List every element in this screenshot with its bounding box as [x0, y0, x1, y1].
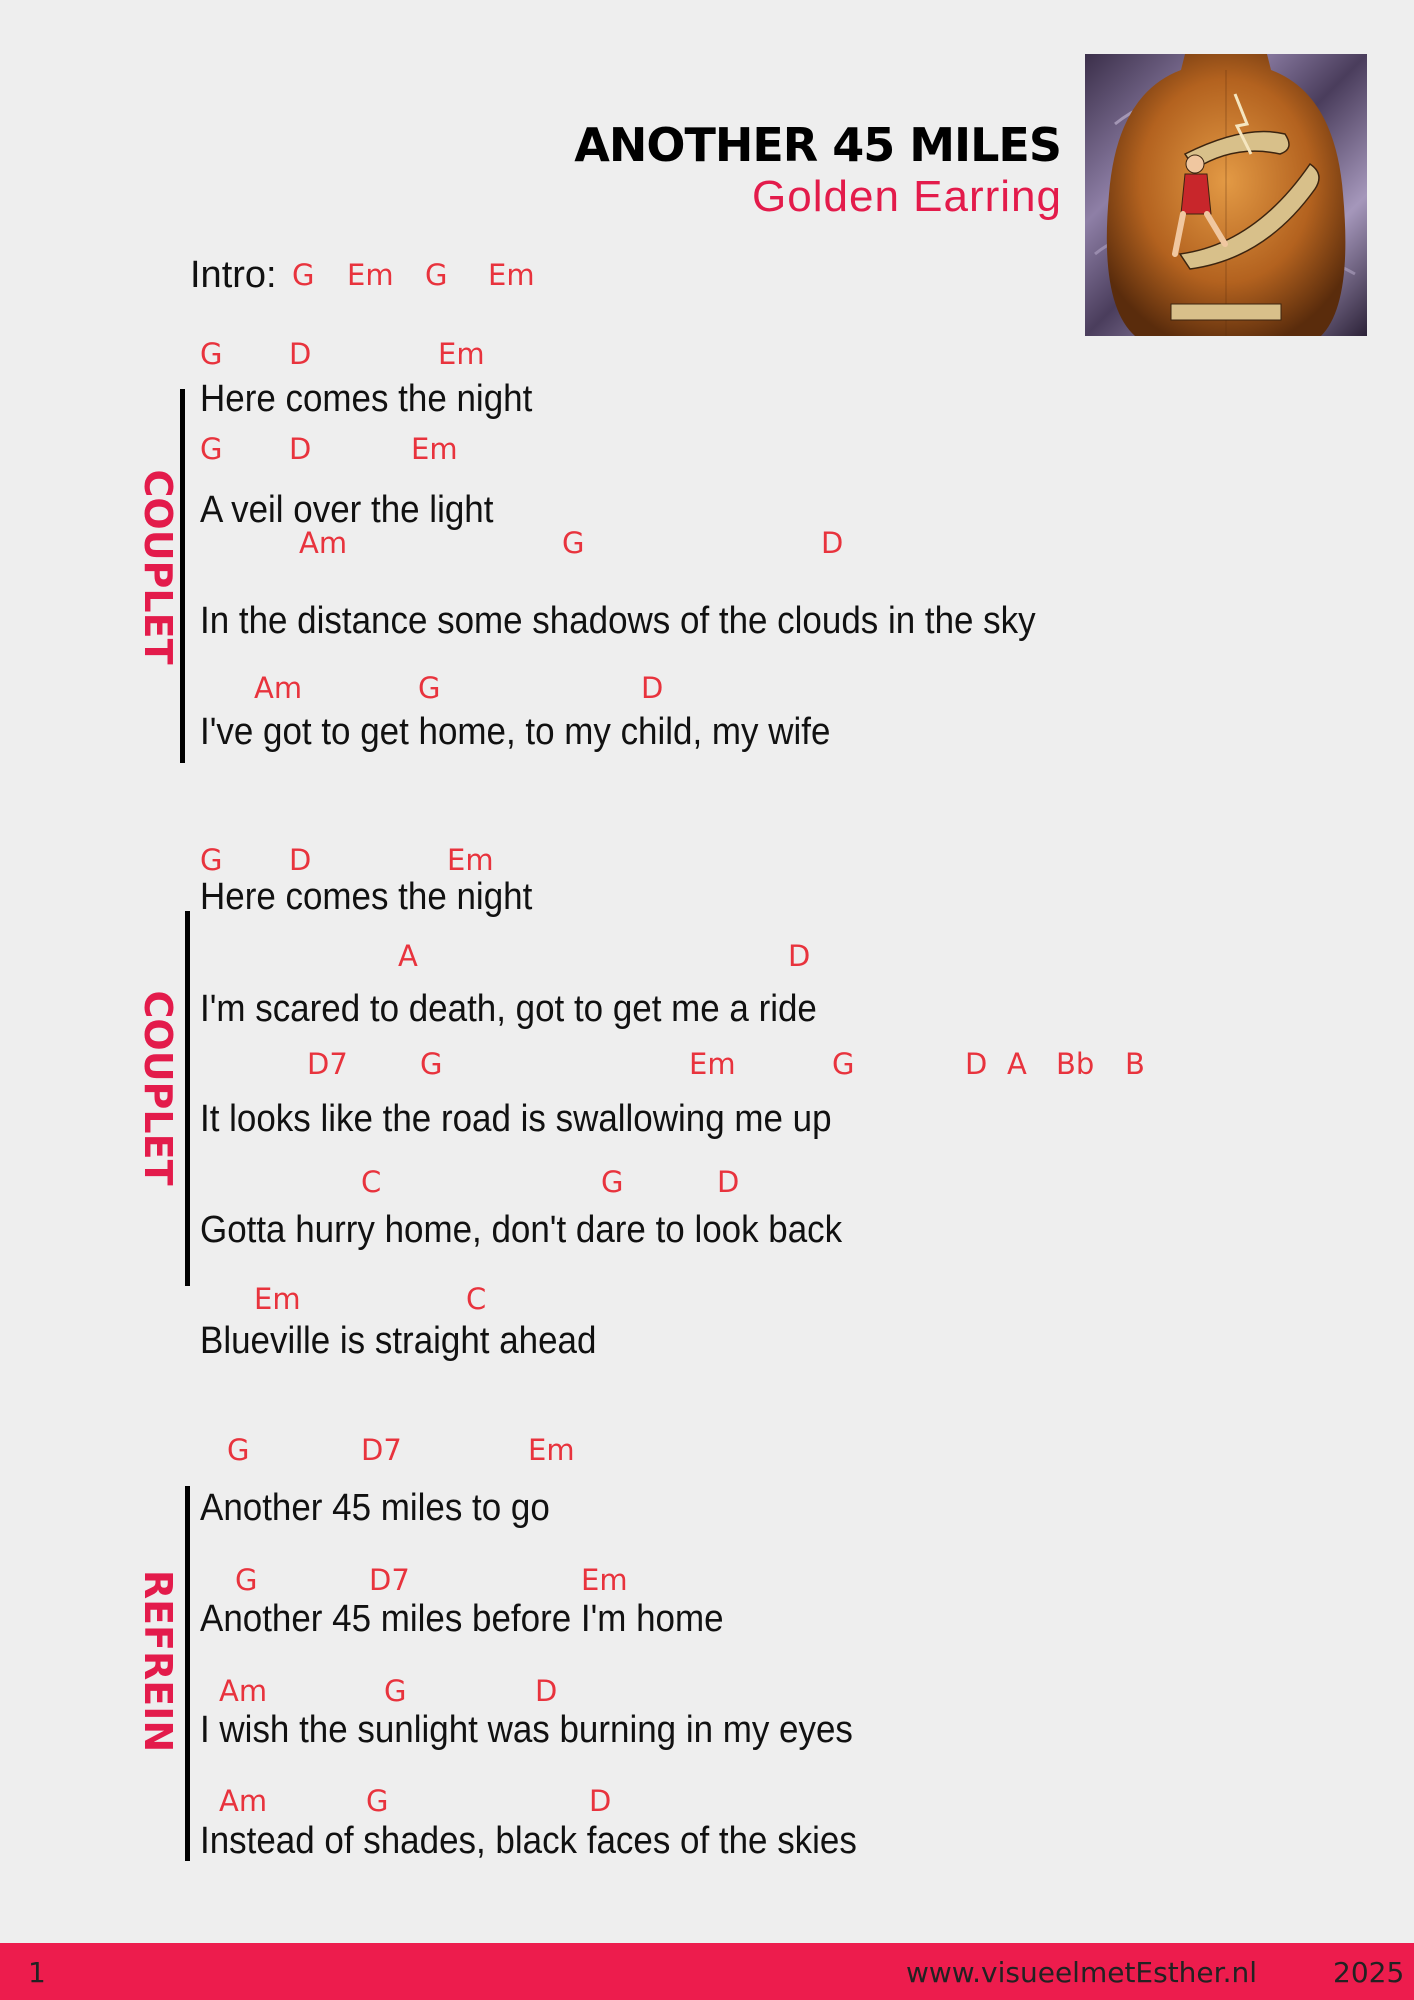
chord: D	[717, 1165, 740, 1199]
lyric-line: It looks like the road is swallowing me up	[200, 1098, 832, 1140]
chord: Am	[299, 526, 348, 560]
chord: A	[398, 939, 418, 973]
chord: D	[535, 1674, 558, 1708]
intro-chord: Em	[347, 258, 394, 292]
chord: G	[832, 1047, 855, 1081]
intro-chord: G	[292, 258, 315, 292]
album-cover-image	[1085, 54, 1367, 336]
chord: G	[418, 671, 441, 705]
artist-name: Golden Earring	[752, 172, 1062, 221]
chord: G	[200, 432, 223, 466]
lyric-line: I've got to get home, to my child, my wife	[200, 711, 831, 753]
chord: Em	[447, 843, 494, 877]
chord: C	[466, 1282, 487, 1316]
footer-year: 2025	[1333, 1956, 1405, 1989]
chord: D	[289, 337, 312, 371]
website-link[interactable]: www.visueelmetEsther.nl	[906, 1956, 1258, 1989]
section-bar-couplet-1	[180, 389, 185, 763]
chord: Am	[219, 1674, 268, 1708]
chord: D	[821, 526, 844, 560]
chord: G	[200, 843, 223, 877]
lyric-line: Here comes the night	[200, 876, 533, 918]
intro-chord: G	[425, 258, 448, 292]
section-bar-couplet-2	[185, 911, 190, 1286]
chord: G	[227, 1433, 250, 1467]
lyric-line: A veil over the light	[200, 489, 494, 531]
chord: G	[366, 1784, 389, 1818]
chord: Em	[254, 1282, 301, 1316]
chord: B	[1125, 1047, 1145, 1081]
footer-bar	[0, 1943, 1414, 2000]
chord: D	[965, 1047, 988, 1081]
lyric-line: Another 45 miles to go	[200, 1487, 550, 1529]
chord: Am	[254, 671, 303, 705]
lyric-line: Instead of shades, black faces of the skies	[200, 1820, 857, 1862]
chord: Em	[689, 1047, 736, 1081]
chord: G	[601, 1165, 624, 1199]
chord: G	[235, 1563, 258, 1597]
chord: G	[562, 526, 585, 560]
chord: Am	[219, 1784, 268, 1818]
chord: D7	[369, 1563, 410, 1597]
chord: D	[788, 939, 811, 973]
lyric-line: I'm scared to death, got to get me a ride	[200, 988, 817, 1030]
chord: C	[361, 1165, 382, 1199]
lyric-line: Gotta hurry home, don't dare to look back	[200, 1209, 843, 1251]
chord: D	[641, 671, 664, 705]
chord: D	[289, 432, 312, 466]
lyric-line: Blueville is straight ahead	[200, 1320, 597, 1362]
section-bar-refrein	[185, 1486, 190, 1861]
chord: D	[289, 843, 312, 877]
chord: Bb	[1056, 1047, 1095, 1081]
intro-chord: Em	[488, 258, 535, 292]
chord: Em	[411, 432, 458, 466]
lyric-line: Another 45 miles before I'm home	[200, 1598, 724, 1640]
page-number: 1	[28, 1956, 46, 1989]
intro-label: Intro:	[190, 254, 277, 296]
chord: A	[1007, 1047, 1027, 1081]
chord: Em	[528, 1433, 575, 1467]
chord: D7	[361, 1433, 402, 1467]
chord: D7	[307, 1047, 348, 1081]
chord: G	[384, 1674, 407, 1708]
chord: D	[589, 1784, 612, 1818]
lyric-line: Here comes the night	[200, 378, 533, 420]
song-title: ANOTHER 45 MILES	[574, 118, 1061, 172]
chord: G	[200, 337, 223, 371]
lyric-line: In the distance some shadows of the clouds in the sky	[200, 600, 1036, 642]
chord: Em	[438, 337, 485, 371]
lyric-line: I wish the sunlight was burning in my eyes	[200, 1709, 853, 1751]
chord: G	[420, 1047, 443, 1081]
chord: Em	[581, 1563, 628, 1597]
